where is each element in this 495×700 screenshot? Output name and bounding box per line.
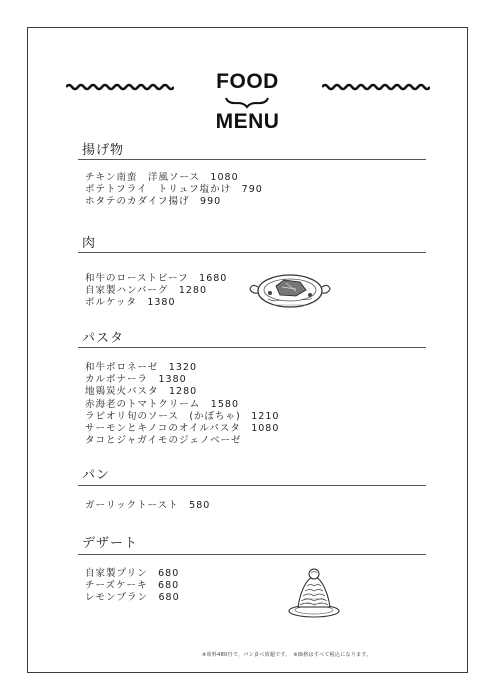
section-divider [78,159,426,160]
section-divider [78,347,426,348]
section-divider [78,485,426,486]
section-title-meat: 肉 [82,236,97,251]
section-title-dessert: デザート [82,536,139,551]
item-list-bread [85,500,210,512]
list-item: ガーリックトースト 580 [85,500,211,511]
list-item: チーズケーキ 680 [85,580,180,592]
section-divider [78,554,426,555]
mont-blanc-illustration [286,563,342,619]
list-item: 赤海老のトマトクリーム 1580 [85,398,239,410]
section-title-fried: 揚げ物 [82,143,125,158]
list-item: タコとジャガイモのジェノベーゼ [85,435,242,447]
list-item: ポルケッタ 1380 [85,297,176,309]
list-item: カルボナーラ 1380 [85,374,187,386]
footnote: ※席料480円で、パン食べ放題です。 ※価格はすべて税込になります。 [202,652,372,658]
item-list-meat [85,273,227,310]
list-item: 和牛のローストビーフ 1680 [85,273,228,284]
skillet-steak-illustration [246,265,336,313]
list-item: ポテトフライ トリュフ塩かけ 790 [85,184,263,196]
title-food: FOOD [216,70,279,93]
list-item: 地鶏炭火パスタ 1280 [85,386,198,398]
list-item: レモンブラン 680 [85,592,180,604]
list-item: ホタテのカダイフ揚げ 990 [85,196,222,208]
list-item: チキン南蛮 洋風ソース 1080 [85,172,239,183]
title-menu: MENU [215,110,280,133]
list-item: 和牛ボロネーゼ 1320 [85,362,197,373]
list-item: 自家製プリン 680 [85,568,180,579]
list-item: ラビオリ旬のソース (かぼちゃ) 1210 [85,410,280,422]
section-divider [78,252,426,253]
item-list-fried [85,172,263,209]
list-item: サーモンとキノコのオイルパスタ 1080 [85,423,280,435]
item-list-dessert [85,568,180,605]
item-list-pasta [85,362,279,447]
section-title-pasta: パスタ [82,331,125,346]
section-title-bread: パン [82,468,111,483]
list-item: 自家製ハンバーグ 1280 [85,285,208,297]
brace-decoration [224,95,270,109]
